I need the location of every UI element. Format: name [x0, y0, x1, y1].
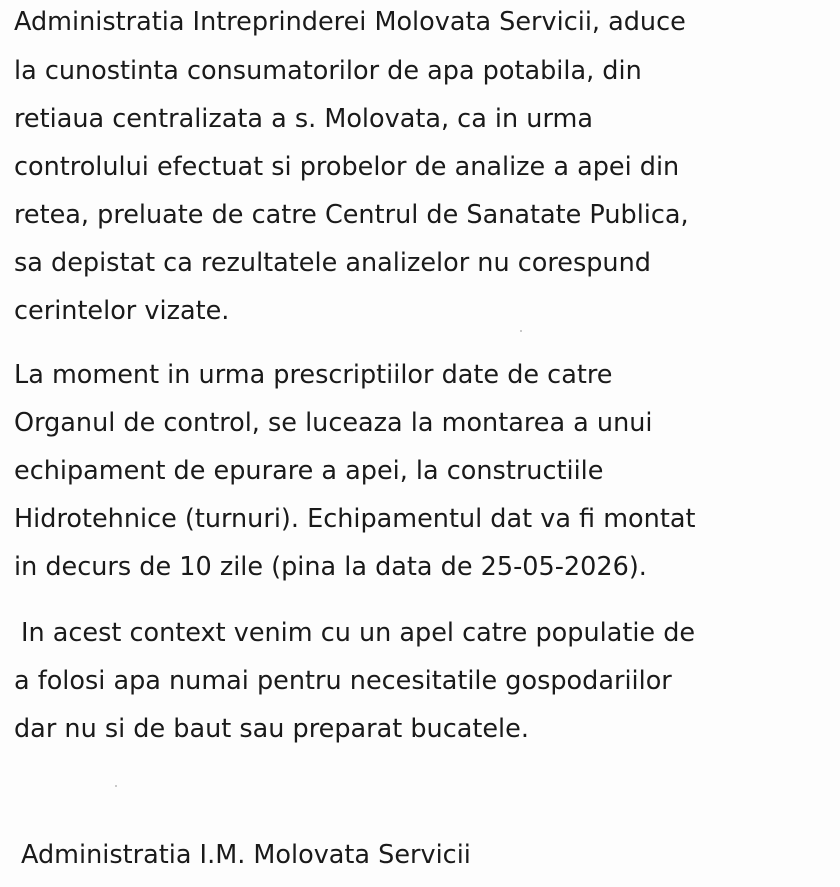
- paragraph-1-line-4: controlului efectuat si probelor de analize a apei din: [14, 152, 680, 182]
- paragraph-3-line-3: dar nu si de baut sau preparat bucatele.: [14, 714, 529, 744]
- paragraph-1-line-2: la cunostinta consumatorilor de apa potabila, din: [14, 56, 642, 86]
- paragraph-2-line-5: in decurs de 10 zile (pina la data de 25-05-2026).: [14, 552, 647, 582]
- scan-speck: [115, 785, 117, 787]
- paragraph-1-line-5: retea, preluate de catre Centrul de Sanatate Publica,: [14, 200, 689, 230]
- paragraph-2-line-2: Organul de control, se luceaza la montarea a unui: [14, 408, 653, 438]
- paragraph-1-line-7: cerintelor vizate.: [14, 296, 230, 326]
- paragraph-2-line-4: Hidrotehnice (turnuri). Echipamentul dat va fi montat: [14, 504, 696, 534]
- paragraph-1-line-3: retiaua centralizata a s. Molovata, ca in urma: [14, 104, 593, 134]
- paragraph-3-line-1: In acest context venim cu un apel catre populatie de: [21, 618, 696, 648]
- paragraph-2-line-3: echipament de epurare a apei, la constructiile: [14, 456, 604, 486]
- paragraph-2-line-1: La moment in urma prescriptiilor date de catre: [14, 360, 613, 390]
- scan-speck: [520, 330, 522, 332]
- signature-line: Administratia I.M. Molovata Servicii: [21, 840, 471, 870]
- paragraph-1-line-1: Administratia Intreprinderei Molovata Servicii, aduce: [14, 7, 686, 37]
- paragraph-1-line-6: sa depistat ca rezultatele analizelor nu corespund: [14, 248, 651, 278]
- paragraph-3-line-2: a folosi apa numai pentru necesitatile gospodariilor: [14, 666, 672, 696]
